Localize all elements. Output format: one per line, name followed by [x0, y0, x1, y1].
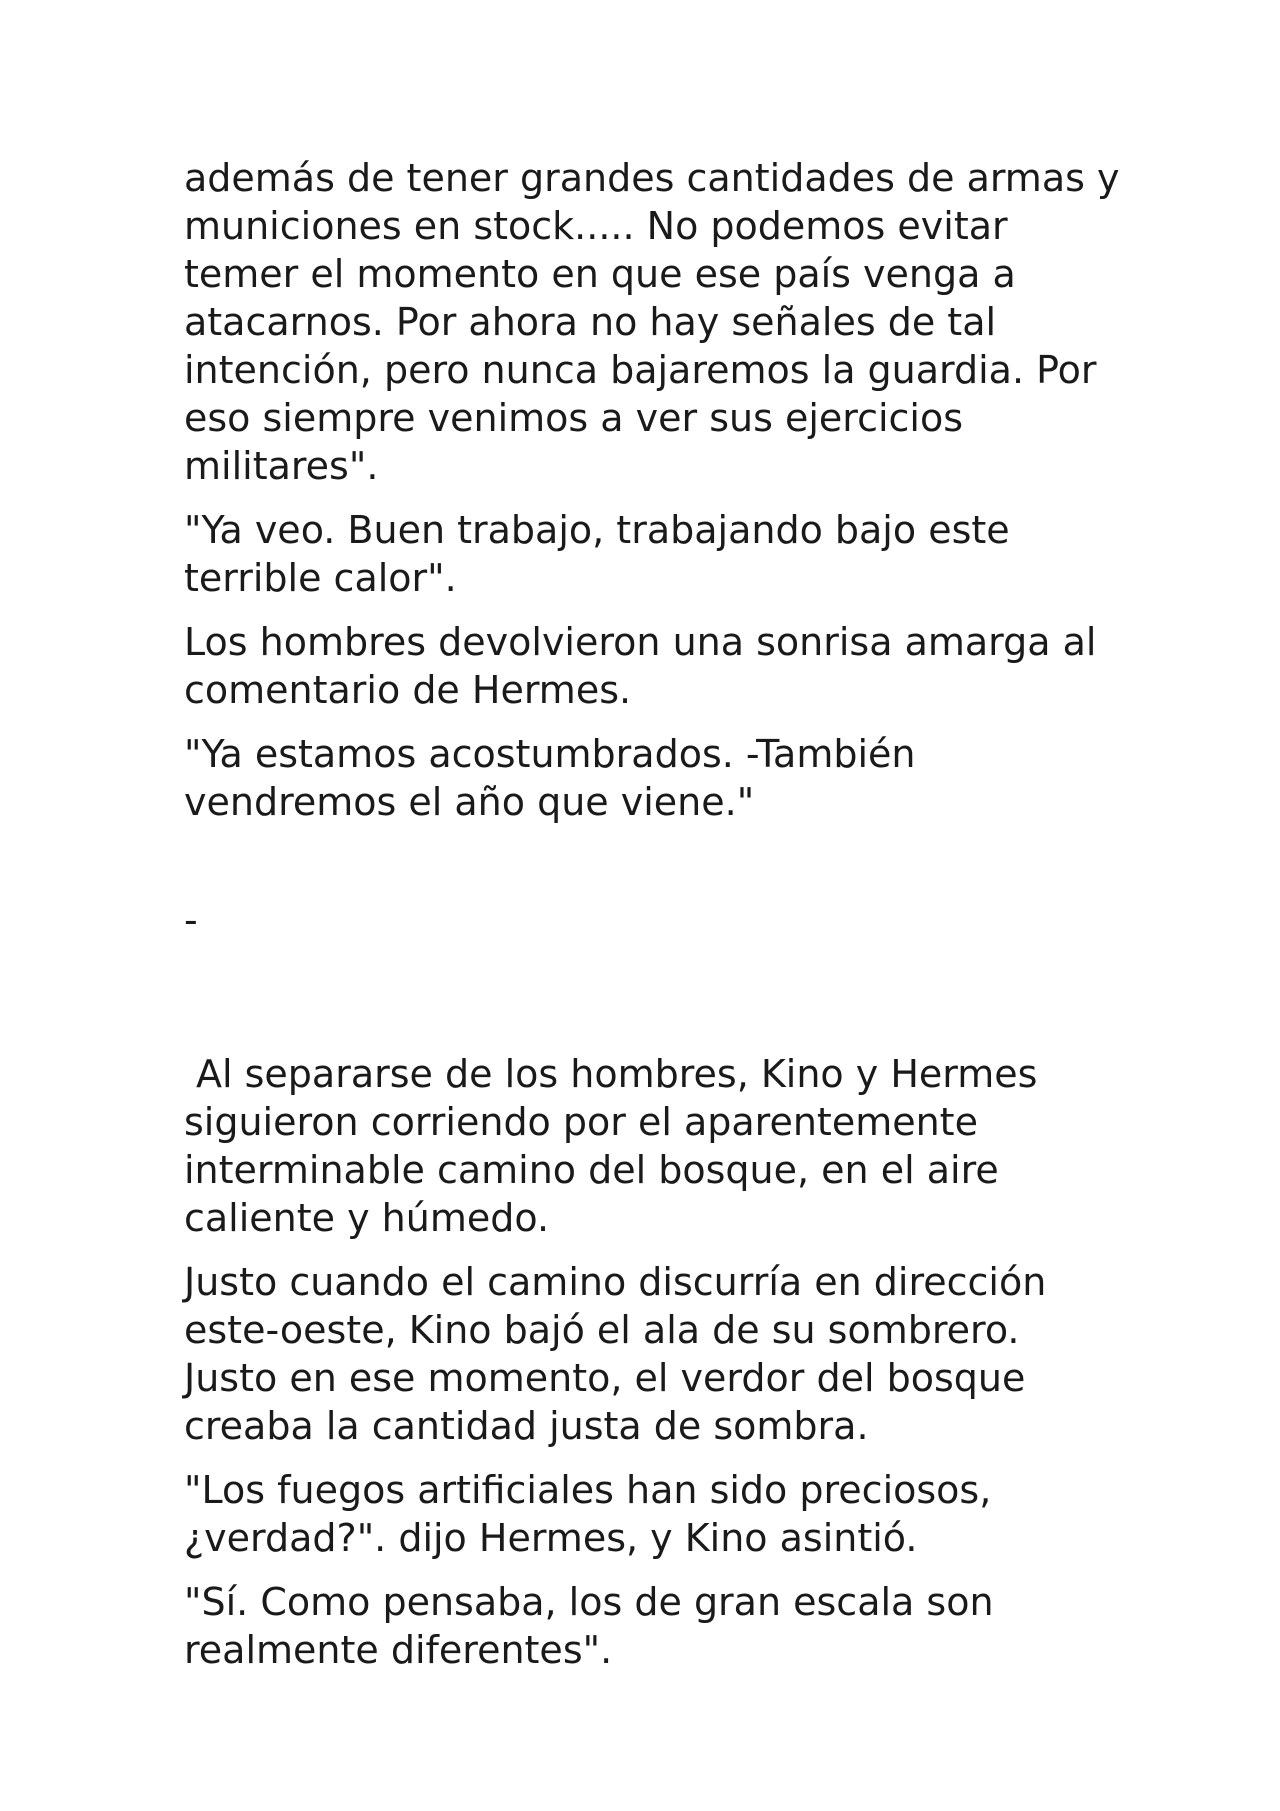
paragraph: Los hombres devolvieron una sonrisa amarga al comentario de Hermes.: [184, 620, 1097, 712]
paragraph: "Ya estamos acostumbrados. -También vendremos el año que viene.": [184, 732, 916, 824]
paragraph: "Sí. Como pensaba, los de gran escala son realmente diferentes".: [184, 1580, 994, 1672]
spacer: [184, 842, 1124, 896]
paragraph: Al separarse de los hombres, Kino y Hermes siguieron corriendo por el aparentemente interminable camino del bosque, en el aire caliente y húmedo.: [184, 1052, 1038, 1240]
paragraph: "Los fuegos artificiales han sido preciosos, ¿verdad?". dijo Hermes, y Kino asintió.: [184, 1468, 992, 1560]
spacer: [184, 944, 1124, 1050]
document-body: [184, 154, 1124, 1690]
paragraph: "Ya veo. Buen trabajo, trabajando bajo este terrible calor".: [184, 508, 1010, 600]
paragraph: Justo cuando el camino discurría en dirección este-oeste, Kino bajó el ala de su sombrero. Justo en ese momento, el verdor del bosque creaba la cantidad justa de sombra.: [184, 1260, 1047, 1448]
paragraph: además de tener grandes cantidades de armas y municiones en stock..... No podemos evitar temer el momento en que ese país venga a atacarnos. Por ahora no hay señales de tal intención, pero nunca bajaremos la guardia. Por eso siempre venimos a ver sus ejercicios militares".: [184, 156, 1120, 488]
scene-separator: -: [184, 898, 198, 942]
